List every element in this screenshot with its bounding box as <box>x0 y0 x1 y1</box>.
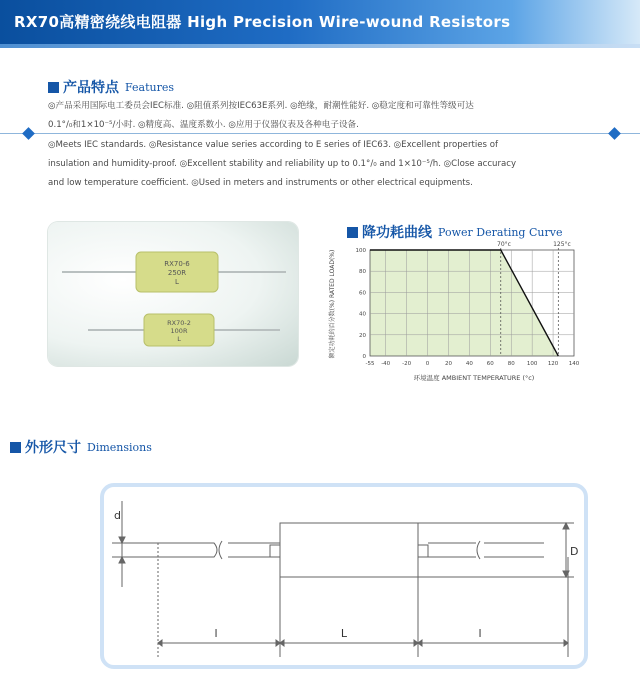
resistor2-label-1: RX70-2 <box>167 319 191 327</box>
dimensions-title-en: Dimensions <box>87 440 152 454</box>
x-tick-label: 120 <box>547 361 559 367</box>
resistor2-label-2: 100R <box>170 327 188 335</box>
x-tick-label: 20 <box>444 361 452 367</box>
title-banner <box>0 0 640 44</box>
derating-chart <box>322 238 592 384</box>
features-line-3: ◎Meets IEC standards. ◎Resistance value series according to E series of IEC63. ◎Excellent properties of <box>48 140 499 150</box>
resistor1-label-1: RX70-6 <box>164 260 190 268</box>
x-tick-label: -55 <box>365 361 375 367</box>
product-photo <box>48 222 298 366</box>
features-line-4: insulation and humidity-proof. ◎Excellent stability and reliability up to 0.1°/₀ and 1×10⁻⁵/h. ◎Close accuracy <box>48 159 517 169</box>
x-tick-label: 80 <box>507 361 515 367</box>
y-tick-label: 80 <box>359 269 366 276</box>
y-tick-label: 60 <box>359 290 366 297</box>
marker-125-label: 125°c <box>553 241 571 248</box>
y-axis-label: 额定功耗的百分数(%) RATED LOAD(%) <box>329 249 336 359</box>
banner-underline <box>0 44 640 48</box>
x-tick-label: 100 <box>526 361 538 367</box>
features-title-en: Features <box>125 80 175 94</box>
diamond-left-icon <box>22 127 35 140</box>
label-L: L <box>340 627 348 640</box>
derating-title-cn: 降功耗曲线 <box>362 225 432 241</box>
resistor2-label-3: L <box>177 335 181 343</box>
square-bullet-icon <box>347 227 358 238</box>
features-line-5: and low temperature coefficient. ◎Used in meters and instruments or other electrical equipments. <box>48 178 473 188</box>
features-title-cn: 产品特点 <box>63 80 119 96</box>
label-l-right: l <box>478 627 482 640</box>
square-bullet-icon <box>10 442 21 453</box>
resistor1-label-3: L <box>175 278 179 286</box>
dimensions-drawing-frame <box>100 483 588 669</box>
x-tick-label: 60 <box>486 361 494 367</box>
y-tick-label: 0 <box>362 354 366 360</box>
features-line-2: 0.1°/₀和1×10⁻⁵/小时. ◎精度高、温度系数小. ◎应用于仪器仪表及各种电子设备. <box>48 120 359 130</box>
diamond-right-icon <box>608 127 621 140</box>
dimensions-title-cn: 外形尺寸 <box>25 440 81 456</box>
label-D: D <box>570 545 579 558</box>
y-tick-label: 20 <box>359 332 366 339</box>
square-bullet-icon <box>48 82 59 93</box>
x-tick-label: -20 <box>402 361 412 367</box>
y-tick-label: 100 <box>355 248 366 254</box>
x-tick-label: -40 <box>381 361 391 367</box>
derating-title-en: Power Derating Curve <box>438 225 563 239</box>
y-tick-label: 40 <box>359 311 366 318</box>
features-line-1: ◎产品采用国际电工委员会IEC标准. ◎阻值系列按IEC63E系列. ◎绝缘，耐潮性能好. ◎稳定度和可靠性等级可达 <box>48 101 474 111</box>
page-title: RX70高精密绕线电阻器 High Precision Wire-wound Resistors <box>14 13 511 31</box>
dimensions-drawing <box>104 487 584 665</box>
x-axis-label: 环境温度 AMBIENT TEMPERATURE (°c) <box>413 374 535 382</box>
features-heading <box>48 77 174 97</box>
marker-70-label: 70°c <box>497 241 511 248</box>
x-tick-label: 40 <box>465 361 473 367</box>
x-tick-label: 140 <box>568 361 580 367</box>
label-d: d <box>114 509 121 522</box>
resistor1-label-2: 250R <box>167 269 187 277</box>
label-l-left: l <box>214 627 218 640</box>
x-tick-label: 0 <box>425 361 430 367</box>
dimensions-heading <box>10 437 152 457</box>
